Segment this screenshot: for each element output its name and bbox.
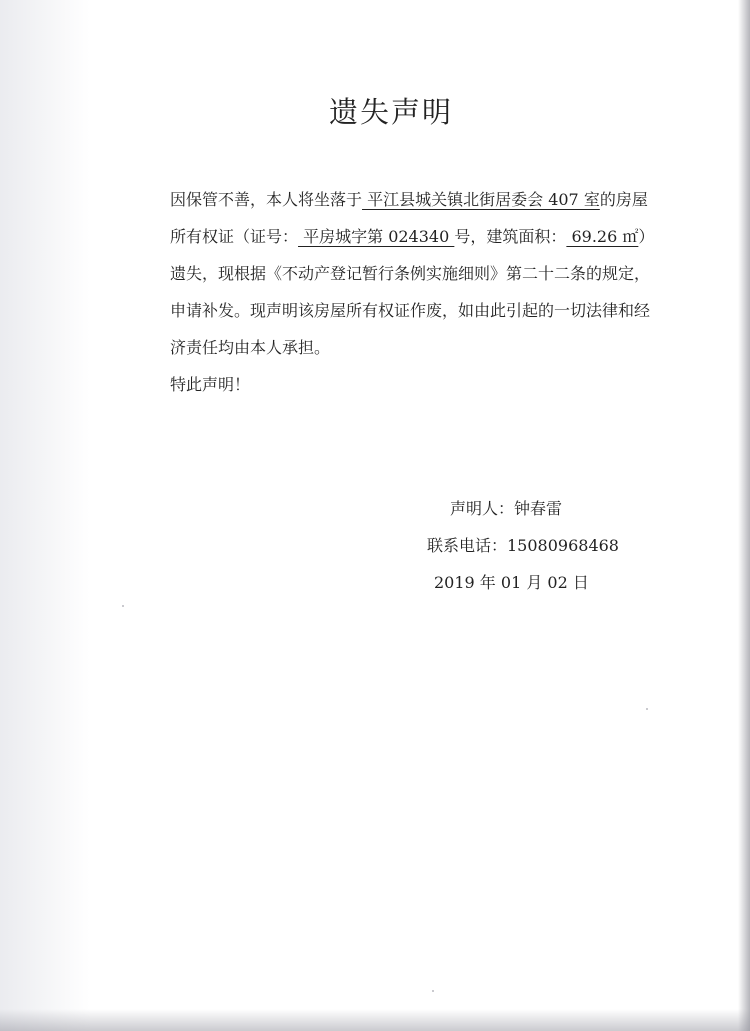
scan-speck bbox=[432, 990, 434, 992]
area-prefix: 号，建筑面积： bbox=[454, 227, 567, 246]
contact-phone: 联系电话：15080968468 bbox=[427, 536, 619, 555]
declarant-name: 声明人：钟春雷 bbox=[450, 499, 563, 518]
paragraph-declaration bbox=[138, 181, 658, 366]
declaration-rest: ）遗失，现根据《不动产登记暂行条例实施细则》第二十二条的规定，申请补发。现声明该房屋所有权证作废，如由此引起的一切法律和经济责任均由本人承担。 bbox=[170, 227, 655, 357]
document-body bbox=[138, 181, 658, 403]
certificate-number: 平房城字第 024340 bbox=[298, 227, 455, 246]
certificate-prefix: 的房屋所有权证（证号： bbox=[170, 190, 648, 246]
scan-shadow-right bbox=[738, 0, 750, 1031]
scan-speck bbox=[122, 605, 124, 607]
building-area: 69.26 ㎡ bbox=[566, 227, 639, 246]
signature-block bbox=[400, 490, 660, 601]
paragraph-closing: 特此声明！ bbox=[170, 375, 251, 394]
property-address: 平江县城关镇北街居委会 407 室 bbox=[362, 190, 600, 209]
scan-speck bbox=[646, 708, 648, 710]
declaration-date: 2019 年 01 月 02 日 bbox=[434, 573, 589, 592]
scan-shadow-bottom bbox=[0, 1009, 750, 1031]
declaration-intro: 因保管不善，本人将坐落于 bbox=[170, 190, 363, 209]
scan-shadow-left bbox=[0, 0, 90, 1031]
document-title: 遗失声明 bbox=[328, 95, 453, 129]
